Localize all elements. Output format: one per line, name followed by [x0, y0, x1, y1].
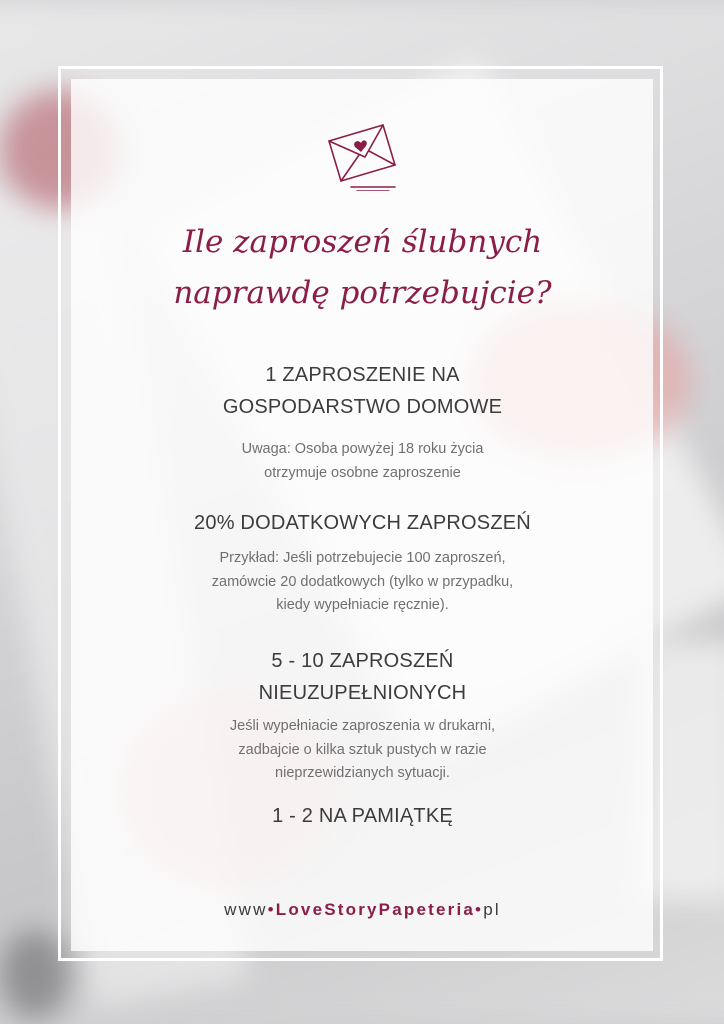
section-title-blank: 5 - 10 ZAPROSZEŃ NIEUZUPEŁNIONYCH [258, 650, 467, 704]
website-url[interactable] [80, 900, 645, 920]
url-suffix: pl [483, 900, 501, 919]
separator-dot: • [267, 900, 276, 919]
section-text-extra: Przykład: Jeśli potrzebujecie 100 zaproszeń, zamówcie 20 dodatkowych (tylko w przypadku, kiedy wypełniacie ręcznie). [211, 550, 514, 613]
envelope-heart-icon [321, 121, 403, 191]
section-text-blank: Jeśli wypełniacie zaproszenia w drukarni, zadbajcie o kilka sztuk pustych w razie nieprzewidzianych sytuacji. [229, 718, 496, 781]
title-line-2: naprawdę potrzebujcie? [173, 275, 552, 311]
url-prefix: www [224, 900, 268, 919]
section-title-keepsake: 1 - 2 NA PAMIĄTKĘ [272, 805, 453, 827]
brand-name: LoveStoryPapeteria [275, 900, 476, 919]
page-title [80, 217, 645, 319]
title-line-1: Ile zaproszeń ślubnych [182, 224, 543, 260]
section-text-households: Uwaga: Osoba powyżej 18 roku życia otrzymuje osobne zaproszenie [241, 441, 484, 481]
section-title-households: 1 ZAPROSZENIE NA GOSPODARSTWO DOMOWE [222, 364, 503, 418]
separator-dot: • [475, 900, 484, 919]
section-title-extra: 20% DODATKOWYCH ZAPROSZEŃ [194, 512, 531, 534]
